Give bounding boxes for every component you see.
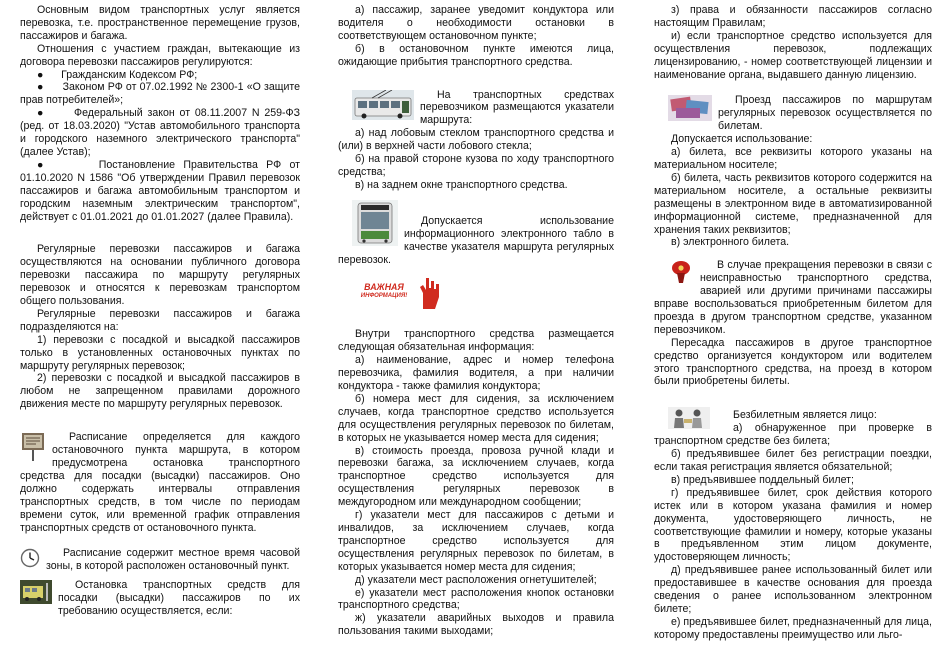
- important-info-badge: [352, 275, 614, 315]
- paragraph: Внутри транспортного средства размещается следующая обязательная информация:: [338, 328, 614, 354]
- paragraph: Расписание определяется для каждого остановочного пункта маршрута, в котором предусмотрена остановка транспортного средства для посадки (высадки) пассажиров. Оно должно содержать интервалы отправления транспортных средств, в том числе по периодам времени суток, или временной график отправления транспортных средств от остановочного пункта.: [20, 431, 300, 534]
- list-item: а) обнаруженное при проверке в транспортном средстве без билета;: [654, 422, 932, 448]
- paragraph: Расписание содержит местное время часовой зоны, в которой расположен остановочный пункт.: [46, 547, 300, 573]
- paragraph: Регулярные перевозки пассажиров и багажа подразделяются на:: [20, 307, 300, 333]
- badge-line: ИНФОРМАЦИЯ!: [360, 293, 408, 300]
- list-item: е) предъявившее билет, предназначенный для лица, которому предоставлены преимущество или льго-: [654, 615, 932, 641]
- bullet-item: ● Гражданским Кодексом РФ;: [37, 68, 198, 81]
- list-item: г) предъявившее билет, срок действия которого истек или в котором указана фамилия и номер документа, удостоверяющего личность, не соответствующие фамилии и номеру, которые указаны в предъявленном этим лицом документе, удостоверяющем личность;: [654, 486, 932, 564]
- breakdown-icon: [668, 259, 694, 285]
- bus-stop-icon: [20, 580, 52, 604]
- important-hand-icon: [418, 275, 442, 311]
- column-1: [20, 4, 300, 618]
- paragraph: б) в остановочном пункте имеются лица, ожидающие прибытия транспортного средства.: [338, 42, 614, 68]
- list-item: в) стоимость проезда, провоза ручной клади и перевозки багажа, за исключением случаев, когда транспортное средство используется для осуществления регулярных перевозок в междугородном или международном сообщении;: [338, 444, 614, 509]
- paragraph: Проезд пассажиров по маршрутам регулярных перевозок осуществляется по билетам.: [718, 94, 932, 133]
- paragraph: з) права и обязанности пассажиров согласно настоящим Правилам;: [654, 4, 932, 29]
- paragraph: а) над лобовым стеклом транспортного средства и (или) в верхней части лобового стекла;: [338, 127, 614, 153]
- list-item: д) указатели мест расположения огнетушителей;: [355, 573, 597, 586]
- paragraph: б) на правой стороне кузова по ходу транспортного средства;: [338, 153, 614, 178]
- paragraph: а) билета, все реквизиты которого указаны на материальном носителе;: [654, 146, 932, 171]
- column-2: [338, 4, 614, 638]
- paragraph: Допускается использование:: [671, 133, 813, 146]
- list-item: а) наименование, адрес и номер телефона перевозчика, фамилия водителя, а при наличии кондуктора - также фамилия кондуктора;: [338, 354, 614, 393]
- paragraph: а) пассажир, заранее уведомит кондуктора или водителя о необходимости остановки в соответствующем остановочном пункте;: [338, 4, 614, 42]
- column-3: [654, 4, 932, 642]
- list-item: г) указатели мест для пассажиров с детьми и инвалидов, за исключением случаев, когда транспортное средство используется для осуществления регулярных перевозок по билетам, в которых указывается номер места для сидения;: [338, 509, 614, 573]
- paragraph: б) билета, часть реквизитов которого содержится на материальном носителе, а остальные реквизиты размещены в электронном виде в автоматизированной информационной системе, предназначенной для хранения таких реквизитов;: [654, 171, 932, 236]
- paragraph: На транспортных средствах перевозчиком размещаются указатели маршрута:: [420, 88, 614, 127]
- paragraph: Отношения с участием граждан, вытекающие из договора перевозки пассажиров регулируются:: [20, 42, 300, 68]
- bus-front-icon: [352, 200, 398, 246]
- list-item: ж) указатели аварийных выходов и правила пользования такими выходами;: [338, 612, 614, 638]
- paragraph: Пересадка пассажиров в другое транспортное средство организуется кондуктором или водителем этого транспортного средства, на проезд в котором были приобретены билеты.: [654, 336, 932, 388]
- paragraph: Безбилетным является лицо:: [733, 409, 877, 422]
- bullet-item: ● Законом РФ от 07.02.1992 № 2300-1 «О защите прав потребителей»;: [20, 81, 300, 107]
- bullet-icon: ●: [37, 68, 62, 81]
- bullet-icon: ●: [37, 81, 63, 94]
- paragraph: В случае прекращения перевозки в связи с неисправностью транспортного средства, аварией или другими причинами пассажиры вправе воспользоваться приобретенным билетом для проезда в другом транспортном средстве, указанном перевозчиком.: [654, 259, 932, 336]
- paragraph: в) на заднем окне транспортного средства.: [355, 178, 568, 191]
- list-item: б) предъявившее билет без регистрации поездки, если такая регистрация является обязательной;: [654, 448, 932, 473]
- paragraph: Остановка транспортных средств для посадки (высадки) пассажиров по их требованию осуществляется, если:: [58, 579, 300, 618]
- list-item: д) предъявившее ранее использованный билет или предоставившее в качестве основания для проезда сведения о ранее использованном электронном билете;: [654, 564, 932, 615]
- list-item: е) указатели мест расположения кнопок остановки транспортного средства;: [338, 586, 614, 612]
- bullet-icon: ●: [37, 107, 75, 120]
- paragraph: Регулярные перевозки пассажиров и багажа осуществляются на основании публичного договора перевозки пассажира по маршруту регулярных перевозок и относятся к перевозкам транспортом общего пользования.: [20, 243, 300, 308]
- bullet-icon: ●: [37, 158, 99, 171]
- tickets-icon: [668, 95, 712, 121]
- clock-icon: [20, 548, 40, 568]
- paragraph: 2) перевозки с посадкой и высадкой пассажиров в любом не запрещенном правилами дорожного движения месте по маршруту регулярных перевозок.: [20, 372, 300, 411]
- paragraph: и) если транспортное средство используется для осуществления перевозок, подлежащих лицензированию, - номер соответствующей лицензии и наименование органа, выдавшего данную лицензию.: [654, 29, 932, 81]
- paragraph: в) электронного билета.: [671, 236, 790, 249]
- inspector-icon: [668, 407, 710, 429]
- bullet-item: ● Федеральный закон от 08.11.2007 N 259-ФЗ (ред. от 18.03.2020) "Устав автомобильного транспорта и городского наземного электрического транспорта" (далее Устав);: [20, 107, 300, 158]
- badge-line: ВАЖНАЯ: [364, 282, 404, 293]
- schedule-board-icon: [20, 432, 46, 462]
- list-item: в) предъявившее поддельный билет;: [671, 473, 854, 486]
- paragraph: 1) перевозки с посадкой и высадкой пассажиров только в установленных остановочных пунктах по маршруту регулярных перевозок;: [20, 333, 300, 372]
- paragraph: Основным видом транспортных услуг является перевозка, т.е. пространственное перемещение грузов, пассажиров и багажа.: [20, 4, 300, 42]
- list-item: б) номера мест для сидения, за исключением случаев, когда транспортное средство используется для осуществления регулярных перевозок по билетам, в которых не указывается номер места для сидения;: [338, 392, 614, 444]
- paragraph: Допускается использование информационного электронного табло в качестве указателя маршрута регулярных перевозок.: [338, 214, 614, 266]
- trolleybus-icon: [352, 90, 414, 120]
- bullet-item: ● Постановление Правительства РФ от 01.10.2020 N 1586 "Об утверждении Правил перевозок пассажиров и багажа автомобильным транспортом и городским наземным электрическим транспортом", действует с 01.01.2021 до 01.01.2027 (далее Правила).: [20, 158, 300, 223]
